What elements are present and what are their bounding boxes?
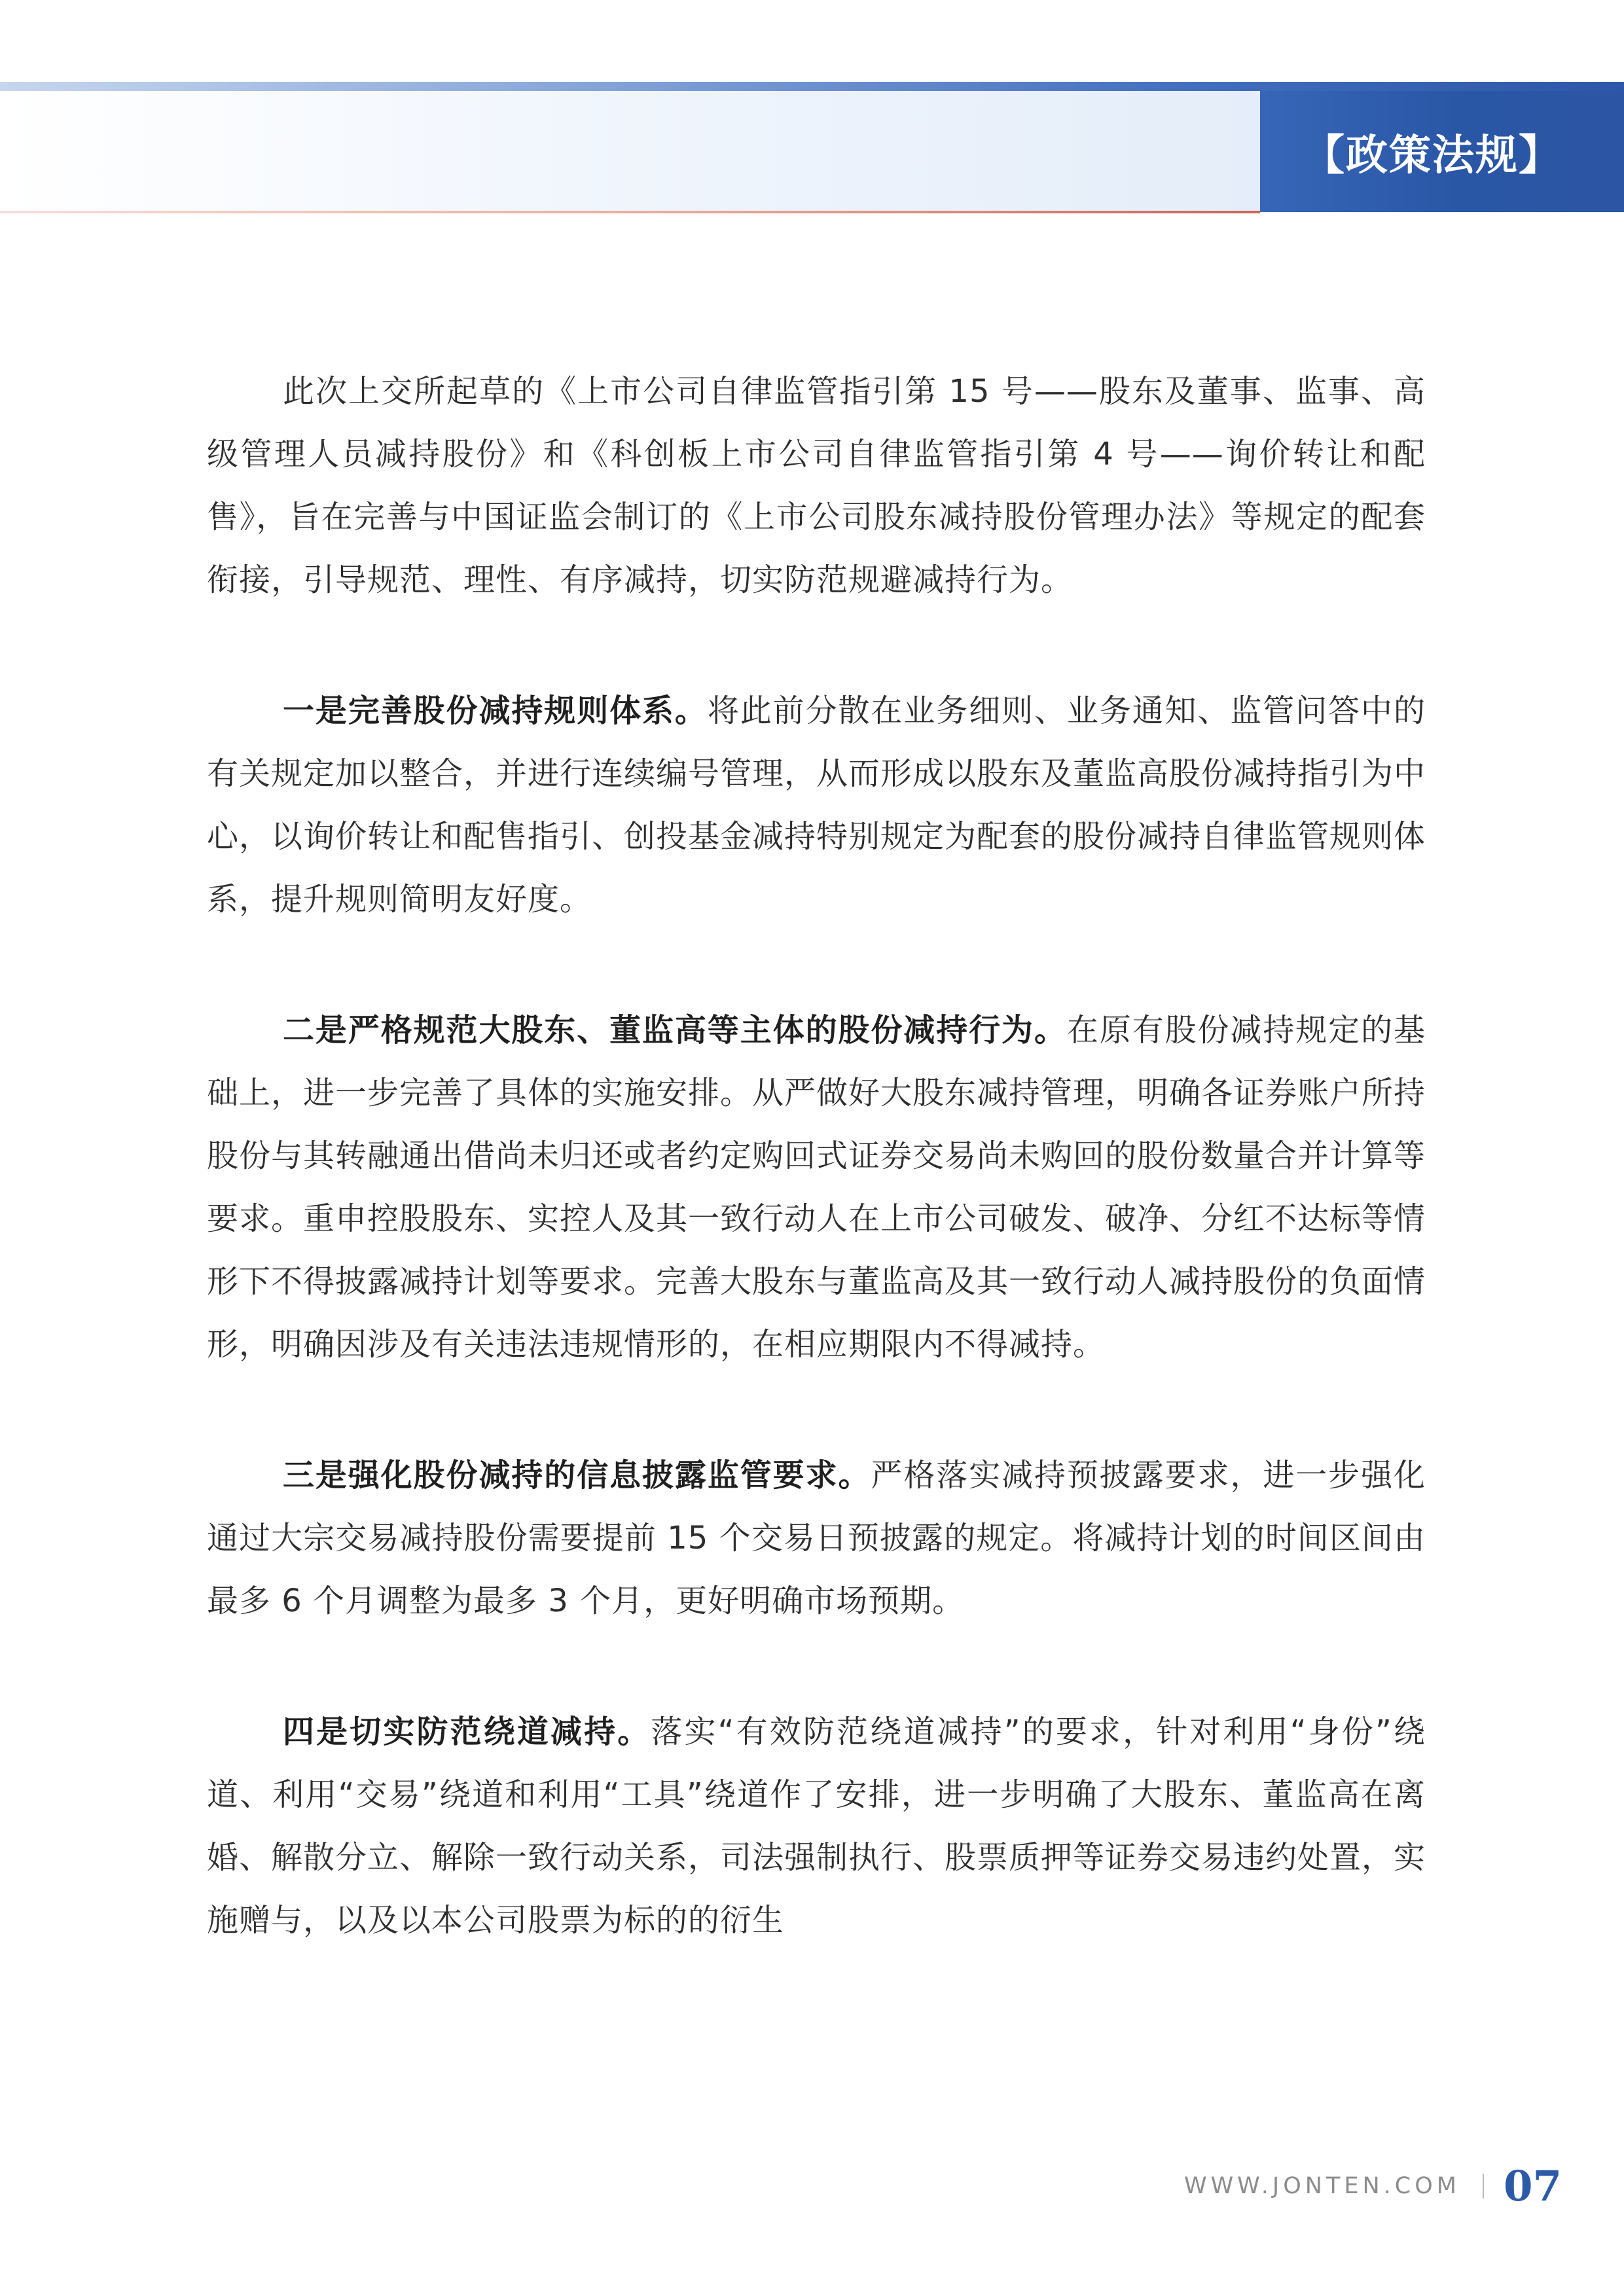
paragraph-point-2 bbox=[207, 999, 1426, 1376]
header-top-rule bbox=[0, 82, 1624, 91]
paragraph-lead: 四是切实防范绕道减持。 bbox=[283, 1713, 651, 1750]
header-underline bbox=[0, 211, 1260, 213]
paragraph-lead: 一是完善股份减持规则体系。 bbox=[283, 692, 708, 729]
section-tag-label: 【政策法规】 bbox=[1303, 130, 1562, 180]
paragraph-text: 落实“有效防范绕道减持”的要求，针对利用“身份”绕道、利用“交易”绕道和利用“工具”绕道作了安排，进一步明确了大股东、董监高在离婚、解散分立、解除一致行动关系，司法强制执行、股票质押等证券交易违约处置，实施赠与，以及以本公司股票为标的的衍生 bbox=[207, 1713, 1426, 1939]
paragraph-text: 严格落实减持预披露要求，进一步强化通过大宗交易减持股份需要提前 15 个交易日预披露的规定。将减持计划的时间区间由最多 6 个月调整为最多 3 个月，更好明确市场预期。 bbox=[207, 1457, 1426, 1619]
paragraph-lead: 三是强化股份减持的信息披露监管要求。 bbox=[283, 1457, 871, 1494]
header-band bbox=[0, 91, 1260, 212]
section-tag bbox=[1260, 91, 1624, 212]
paragraph-lead: 二是严格规范大股东、董监高等主体的股份减持行为。 bbox=[283, 1012, 1067, 1049]
paragraph-point-4 bbox=[207, 1700, 1426, 1952]
page-number: 07 bbox=[1503, 2161, 1562, 2211]
page-footer bbox=[1184, 2160, 1562, 2212]
footer-divider bbox=[1483, 2174, 1484, 2198]
footer-website[interactable]: WWW.JONTEN.COM bbox=[1183, 2173, 1460, 2199]
paragraph-text: 此次上交所起草的《上市公司自律监管指引第 15 号——股东及董事、监事、高级管理人员减持股份》和《科创板上市公司自律监管指引第 4 号——询价转让和配售》，旨在完善与中国证监会制订的《上市公司股东减持股份管理办法》等规定的配套衔接，引导规范、理性、有序减持，切实防范规避减持行为。 bbox=[207, 373, 1426, 598]
paragraph-point-1 bbox=[207, 679, 1426, 931]
paragraph-text: 在原有股份减持规定的基础上，进一步完善了具体的实施安排。从严做好大股东减持管理，明确各证券账户所持股份与其转融通出借尚未归还或者约定购回式证券交易尚未购回的股份数量合并计算等要求。重申控股股东、实控人及其一致行动人在上市公司破发、破净、分红不达标等情形下不得披露减持计划等要求。完善大股东与董监高及其一致行动人减持股份的负面情形，明确因涉及有关违法违规情形的，在相应期限内不得减持。 bbox=[207, 1012, 1426, 1363]
paragraph-text: 将此前分散在业务细则、业务通知、监管问答中的有关规定加以整合，并进行连续编号管理，从而形成以股东及董监高股份减持指引为中心，以询价转让和配售指引、创投基金减持特别规定为配套的股份减持自律监管规则体系，提升规则简明友好度。 bbox=[207, 692, 1426, 918]
paragraph-intro bbox=[207, 360, 1426, 611]
article-body bbox=[207, 360, 1426, 2020]
paragraph-point-3 bbox=[207, 1444, 1426, 1632]
